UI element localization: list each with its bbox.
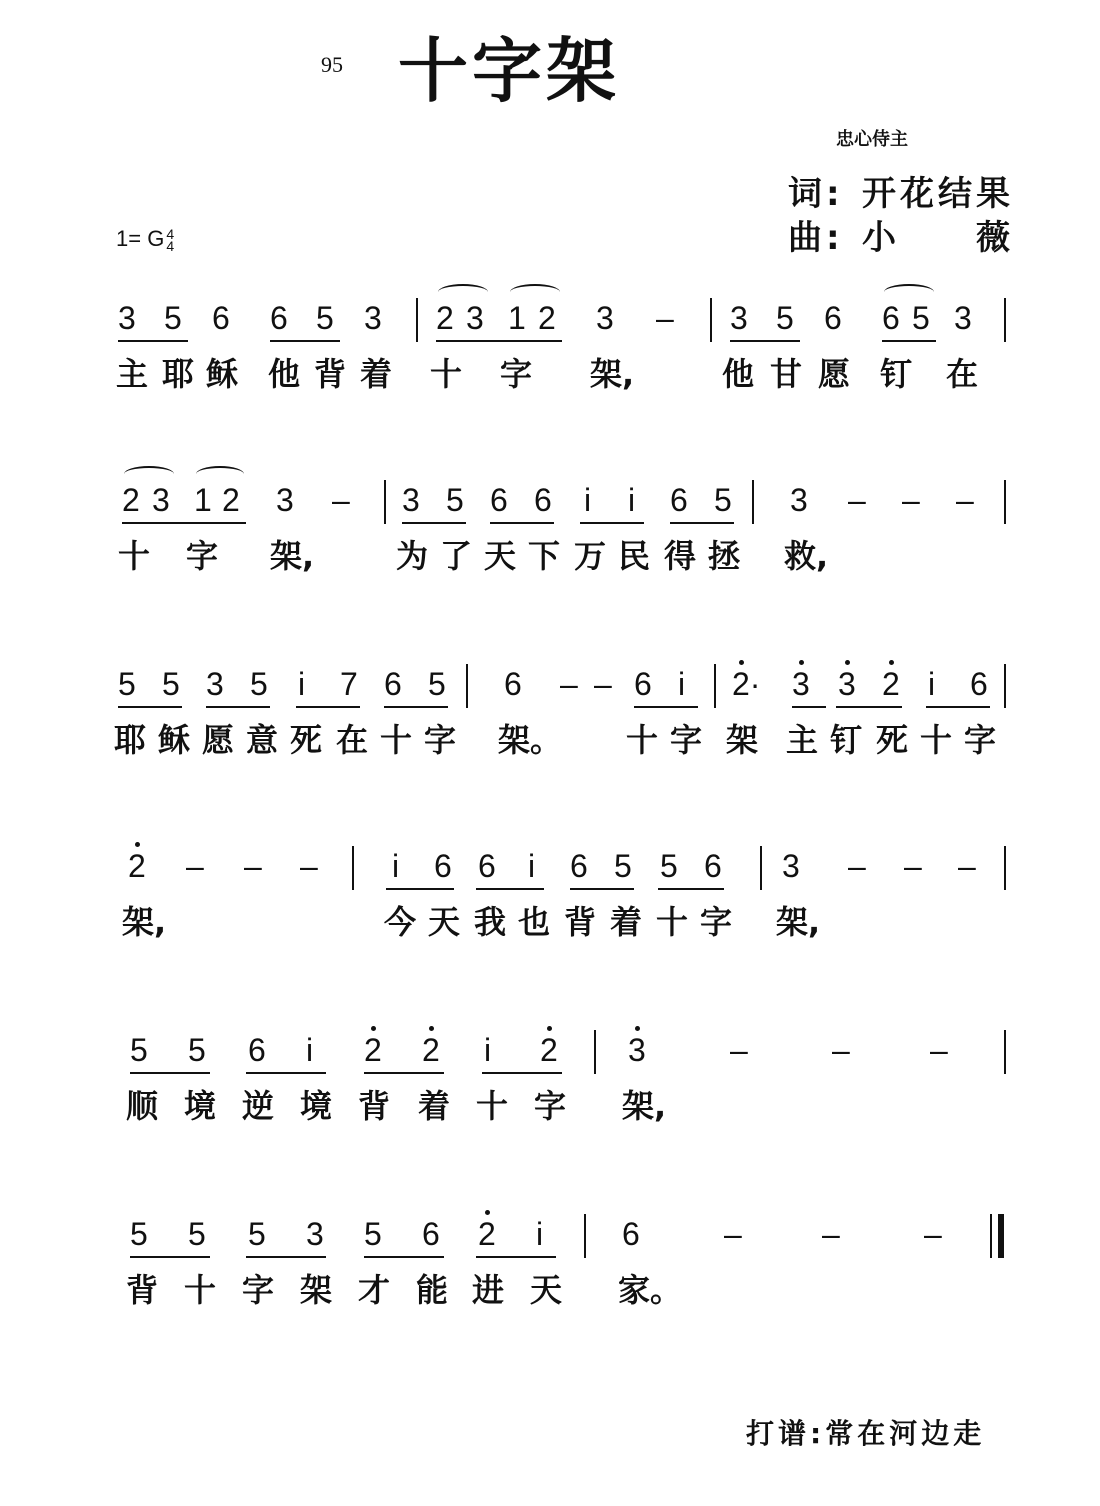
bar-line — [1004, 664, 1006, 708]
lyric: 他 — [722, 355, 755, 393]
lyric: 了 — [440, 537, 473, 575]
octave-dot — [547, 1026, 552, 1031]
note: 6 — [270, 300, 288, 336]
note: 2· — [732, 666, 761, 702]
note: – — [724, 1216, 742, 1252]
note: 6 — [384, 666, 402, 702]
lyrics-row-6 — [0, 1270, 1100, 1320]
slur — [884, 284, 934, 300]
note: 3 — [276, 482, 294, 518]
transcriber-credit — [746, 1412, 985, 1452]
lyric: 着 — [418, 1087, 451, 1125]
lyric: 着 — [360, 355, 393, 393]
lyric: 天 — [428, 903, 461, 941]
underline — [364, 1072, 444, 1074]
note: 6 — [534, 482, 552, 518]
lyric: 意 — [246, 721, 279, 759]
lyric: 十 — [118, 537, 151, 575]
underline — [384, 706, 448, 708]
note: 6 — [504, 666, 522, 702]
note: 5 — [130, 1032, 148, 1068]
lyric: 进 — [472, 1271, 505, 1309]
time-bottom: 4 — [166, 238, 175, 255]
octave-dot — [135, 842, 140, 847]
note: 5 — [614, 848, 632, 884]
underline — [364, 1256, 444, 1258]
lyric: 着 — [610, 903, 643, 941]
note: i — [536, 1216, 544, 1252]
underline — [296, 706, 360, 708]
note: 6 — [212, 300, 230, 336]
underline — [130, 1256, 210, 1258]
bar-line — [760, 846, 762, 890]
octave-dot — [485, 1210, 490, 1215]
notes-row-2 — [0, 480, 1100, 530]
slur — [510, 284, 560, 300]
underline — [246, 1072, 326, 1074]
lyric: 十 — [380, 721, 413, 759]
lyric: 死 — [876, 721, 909, 759]
bar-line — [466, 664, 468, 708]
slur — [124, 466, 174, 482]
underline — [386, 888, 454, 890]
lyrics-row-1 — [0, 354, 1100, 404]
lyric: 在 — [946, 355, 979, 393]
notes-row-5 — [0, 1030, 1100, 1080]
notes-row-6 — [0, 1214, 1100, 1264]
note: 6 — [970, 666, 988, 702]
lyric: 愿 — [202, 721, 235, 759]
note: 3 — [152, 482, 170, 518]
underline — [670, 522, 734, 524]
lyric: 天 — [484, 537, 517, 575]
underline — [118, 340, 188, 342]
note: 2 — [122, 482, 140, 518]
notes-row-1 — [0, 298, 1100, 348]
underline — [122, 522, 246, 524]
underline — [926, 706, 990, 708]
lyric: 十 — [430, 355, 463, 393]
lyric: 天 — [530, 1271, 563, 1309]
lyrics-row-3 — [0, 720, 1100, 770]
underline — [476, 888, 544, 890]
note: 5 — [776, 300, 794, 336]
octave-dot — [371, 1026, 376, 1031]
lyrics-row-4 — [0, 902, 1100, 952]
lyrics-row-5 — [0, 1086, 1100, 1136]
lyric: 十 — [476, 1087, 509, 1125]
final-bar-line-thin — [990, 1214, 992, 1258]
note: 6 — [634, 666, 652, 702]
lyric: 十 — [656, 903, 689, 941]
underline — [634, 706, 698, 708]
note: 5 — [248, 1216, 266, 1252]
note: 6 — [670, 482, 688, 518]
note: 6 — [704, 848, 722, 884]
lyric: 架 — [726, 721, 759, 759]
key-signature — [116, 226, 175, 255]
note: 5 — [162, 666, 180, 702]
lyric: 架, — [270, 537, 315, 575]
note: i — [306, 1032, 314, 1068]
lyric: 字 — [242, 1271, 275, 1309]
lyric: 主 — [786, 721, 819, 759]
note: i — [392, 848, 400, 884]
lyric: 主 — [116, 355, 149, 393]
lyric: 耶 — [114, 721, 147, 759]
lyric: 救, — [784, 537, 829, 575]
note: 3 — [628, 1032, 646, 1068]
bar-line — [1004, 846, 1006, 890]
bar-line — [714, 664, 716, 708]
lyric: 能 — [416, 1271, 449, 1309]
lyric: 钉 — [830, 721, 863, 759]
lyric: 境 — [300, 1087, 333, 1125]
underline — [436, 340, 562, 342]
lyrics-row-2 — [0, 536, 1100, 586]
note: 5 — [316, 300, 334, 336]
slur — [196, 466, 244, 482]
transcriber-label: 打谱: — [746, 1417, 826, 1450]
note: 2 — [478, 1216, 496, 1252]
note: 3 — [596, 300, 614, 336]
note: 5 — [446, 482, 464, 518]
note: 5 — [912, 300, 930, 336]
lyric: 字 — [964, 721, 997, 759]
note: 3 — [206, 666, 224, 702]
page-number: 95 — [321, 52, 343, 77]
note: 3 — [954, 300, 972, 336]
underline — [482, 1072, 562, 1074]
note: 6 — [824, 300, 842, 336]
note: 3 — [790, 482, 808, 518]
note: – — [332, 482, 350, 518]
credit-small: 忠心侍主 — [836, 129, 908, 150]
note: 7 — [340, 666, 358, 702]
underline — [836, 706, 902, 708]
note: 6 — [248, 1032, 266, 1068]
note: 6 — [570, 848, 588, 884]
lyric: 万 — [574, 537, 607, 575]
note: 3 — [118, 300, 136, 336]
lyric: 十 — [626, 721, 659, 759]
note: i — [298, 666, 306, 702]
note: 5 — [130, 1216, 148, 1252]
lyric: 死 — [290, 721, 323, 759]
lyric: 背 — [564, 903, 597, 941]
lyric: 愿 — [818, 355, 851, 393]
lyric: 民 — [618, 537, 651, 575]
note: 5 — [714, 482, 732, 518]
note: 3 — [402, 482, 420, 518]
composer: 小 薇 — [862, 218, 1014, 258]
lyricist-label: 词: — [788, 174, 844, 214]
lyric: 字 — [424, 721, 457, 759]
note: 5 — [428, 666, 446, 702]
time-signature — [166, 226, 175, 255]
note: 6 — [422, 1216, 440, 1252]
note: 6 — [434, 848, 452, 884]
octave-dot — [799, 660, 804, 665]
lyric: 架, — [122, 903, 167, 941]
note: – — [822, 1216, 840, 1252]
note: 5 — [164, 300, 182, 336]
lyric: 得 — [664, 537, 697, 575]
bar-line — [352, 846, 354, 890]
note: – — [730, 1032, 748, 1068]
note: – — [904, 848, 922, 884]
note: 3 — [364, 300, 382, 336]
note: i — [678, 666, 686, 702]
note: – — [958, 848, 976, 884]
note: 3 — [466, 300, 484, 336]
note: 5 — [364, 1216, 382, 1252]
notes-row-3 — [0, 664, 1100, 714]
lyric: 架 — [300, 1271, 333, 1309]
bar-line — [384, 480, 386, 524]
note: – — [832, 1032, 850, 1068]
note: 2 — [436, 300, 454, 336]
note: 1 — [194, 482, 212, 518]
bar-line — [752, 480, 754, 524]
note: 3 — [792, 666, 810, 702]
lyric: 为 — [396, 537, 429, 575]
lyric: 顺 — [126, 1087, 159, 1125]
note: 5 — [188, 1216, 206, 1252]
note: 3 — [782, 848, 800, 884]
note: 2 — [128, 848, 146, 884]
underline — [130, 1072, 210, 1074]
lyric: 逆 — [242, 1087, 275, 1125]
underline — [882, 340, 936, 342]
underline — [730, 340, 800, 342]
note: 2 — [538, 300, 556, 336]
note: 5 — [660, 848, 678, 884]
underline — [206, 706, 270, 708]
note: – — [924, 1216, 942, 1252]
key-label: 1= G — [116, 226, 165, 251]
note: 5 — [250, 666, 268, 702]
lyric: 他 — [268, 355, 301, 393]
underline — [246, 1256, 326, 1258]
lyric: 也 — [518, 903, 551, 941]
underline — [476, 1256, 556, 1258]
underline — [490, 522, 554, 524]
bar-line — [710, 298, 712, 342]
bar-line — [1004, 298, 1006, 342]
lyricist: 开花结果 — [862, 174, 1014, 214]
lyric: 字 — [186, 537, 219, 575]
underline — [792, 706, 826, 708]
underline — [402, 522, 466, 524]
octave-dot — [889, 660, 894, 665]
note: – — [300, 848, 318, 884]
lyric: 今 — [384, 903, 417, 941]
lyric: 甘 — [770, 355, 803, 393]
underline — [118, 706, 182, 708]
note: 3 — [306, 1216, 324, 1252]
lyric: 境 — [184, 1087, 217, 1125]
bar-line — [1004, 1030, 1006, 1074]
lyric: 十 — [184, 1271, 217, 1309]
time-top: 4 — [166, 226, 175, 243]
note: – — [560, 666, 578, 702]
note: 2 — [364, 1032, 382, 1068]
bar-line — [594, 1030, 596, 1074]
note: 2 — [540, 1032, 558, 1068]
lyric: 家。 — [618, 1271, 683, 1309]
lyric: 架, — [622, 1087, 667, 1125]
lyric: 架, — [776, 903, 821, 941]
note: 3 — [838, 666, 856, 702]
lyric: 背 — [358, 1087, 391, 1125]
bar-line — [1004, 480, 1006, 524]
note: 5 — [188, 1032, 206, 1068]
note: 2 — [882, 666, 900, 702]
note: – — [656, 300, 674, 336]
lyric: 背 — [126, 1271, 159, 1309]
note: – — [902, 482, 920, 518]
underline — [270, 340, 340, 342]
lyric: 字 — [700, 903, 733, 941]
lyric: 钉 — [880, 355, 913, 393]
note: – — [956, 482, 974, 518]
lyric: 十 — [920, 721, 953, 759]
lyric: 背 — [314, 355, 347, 393]
final-bar-line-thick — [998, 1214, 1004, 1258]
bar-line — [416, 298, 418, 342]
song-title: 十字架 — [398, 30, 620, 112]
lyric: 架。 — [498, 721, 563, 759]
underline — [658, 888, 724, 890]
octave-dot — [739, 660, 744, 665]
lyric: 拯 — [708, 537, 741, 575]
note: i — [528, 848, 536, 884]
underline — [580, 522, 644, 524]
note: 6 — [490, 482, 508, 518]
transcriber-name: 常在河边走 — [825, 1417, 986, 1450]
underline — [570, 888, 634, 890]
note: 6 — [882, 300, 900, 336]
note: – — [848, 848, 866, 884]
note: 3 — [730, 300, 748, 336]
note: 6 — [478, 848, 496, 884]
note: 6 — [622, 1216, 640, 1252]
note: – — [186, 848, 204, 884]
lyric: 下 — [528, 537, 561, 575]
note: i — [584, 482, 592, 518]
lyric: 架, — [590, 355, 635, 393]
lyric: 字 — [670, 721, 703, 759]
note: – — [930, 1032, 948, 1068]
bar-line — [584, 1214, 586, 1258]
note: i — [628, 482, 636, 518]
note: i — [484, 1032, 492, 1068]
octave-dot — [845, 660, 850, 665]
lyric: 耶 — [162, 355, 195, 393]
notes-row-4 — [0, 846, 1100, 896]
slur — [438, 284, 488, 300]
note: 1 — [508, 300, 526, 336]
note: i — [928, 666, 936, 702]
lyric: 字 — [500, 355, 533, 393]
composer-label: 曲: — [788, 218, 844, 258]
lyric: 稣 — [206, 355, 239, 393]
octave-dot — [635, 1026, 640, 1031]
lyric: 稣 — [158, 721, 191, 759]
lyric: 才 — [358, 1271, 391, 1309]
lyric: 我 — [474, 903, 507, 941]
lyric: 字 — [534, 1087, 567, 1125]
note: 2 — [222, 482, 240, 518]
lyric: 在 — [336, 721, 369, 759]
note: – — [848, 482, 866, 518]
note: 2 — [422, 1032, 440, 1068]
note: 5 — [118, 666, 136, 702]
note: – — [594, 666, 612, 702]
octave-dot — [429, 1026, 434, 1031]
note: – — [244, 848, 262, 884]
